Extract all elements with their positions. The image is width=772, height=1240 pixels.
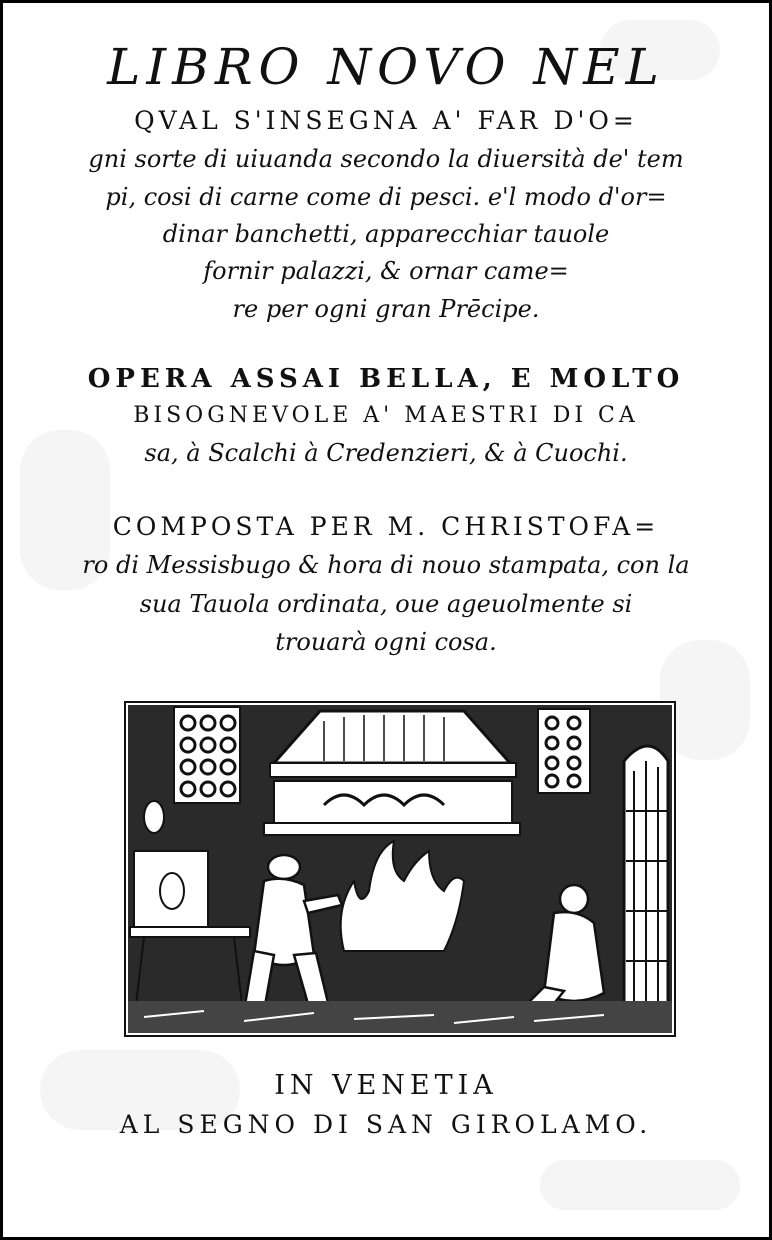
section2-line-2: BISOGNEVOLE A' MAESTRI DI CA	[133, 403, 639, 428]
imprint-sign: AL SEGNO DI SAN GIROLAMO.	[119, 1110, 653, 1139]
left-decorated-panel	[174, 707, 240, 803]
subtitle-line-3: pi, cosi di carne come di pesci. e'l modo d'or=	[105, 183, 667, 211]
section3-line-1: COMPOSTA PER M. CHRISTOFA=	[112, 512, 660, 541]
subtitle-line-1: QVAL S'INSEGNA A' FAR D'O=	[134, 106, 638, 135]
section3-line-2: ro di Messisbugo & hora di nouo stampata, con la	[82, 551, 690, 579]
imprint-city: IN VENETIA	[274, 1070, 498, 1101]
subtitle-line-6: re per ogni gran Prēcipe.	[232, 295, 540, 323]
background-smudge	[540, 1160, 740, 1210]
subtitle-line-4: dinar banchetti, apparecchiar tauole	[162, 220, 610, 248]
section2-line-3: sa, à Scalchi à Credenzieri, & à Cuochi.	[144, 439, 628, 467]
book-title: LIBRO NOVO NEL	[107, 38, 665, 96]
section2-line-1: OPERA ASSAI BELLA, E MOLTO	[87, 364, 685, 394]
arched-window	[624, 746, 668, 1031]
subtitle-line-2: gni sorte di uiuanda secondo la diuersità de' tem	[88, 145, 684, 173]
chimney-hood	[264, 711, 520, 835]
right-decorated-panel	[538, 709, 590, 793]
subtitle-line-5: fornir palazzi, & ornar came=	[203, 257, 569, 285]
section3-line-3: sua Tauola ordinata, oue ageuolmente si	[139, 590, 633, 618]
kitchen-scene-woodcut	[124, 701, 676, 1037]
section3-line-4: trouarà ogni cosa.	[275, 628, 497, 656]
